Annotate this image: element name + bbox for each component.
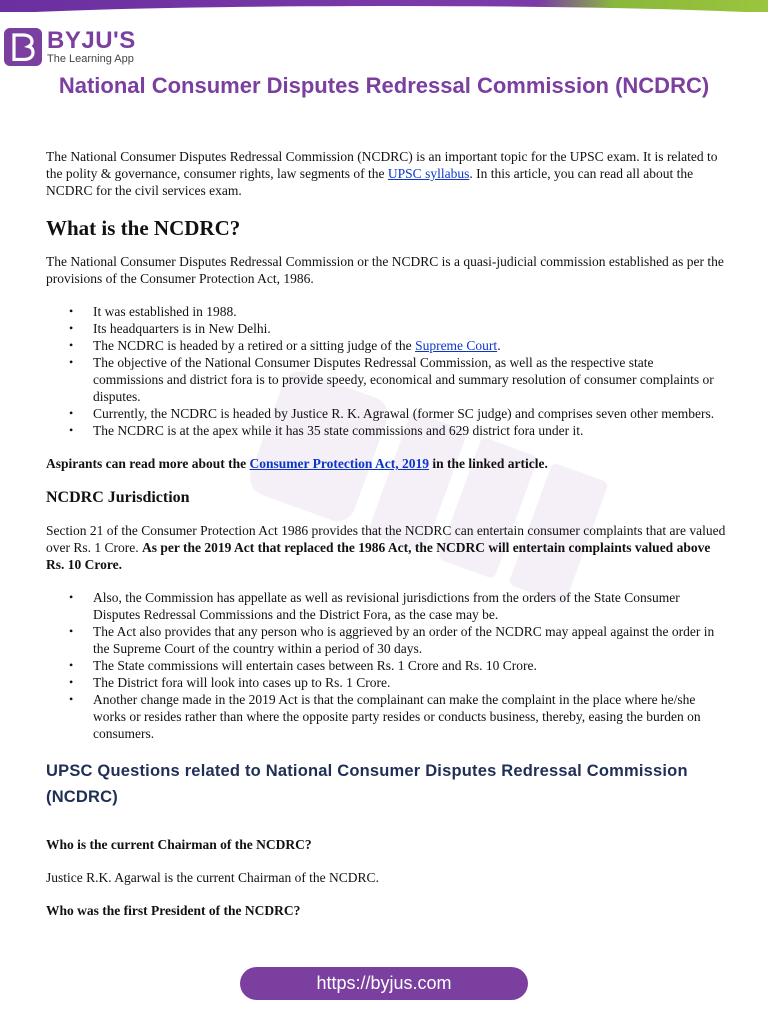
upsc-questions-heading: UPSC Questions related to National Consumer Disputes Redressal Commission (NCDRC): [46, 762, 688, 806]
footer-url-button[interactable]: https://byjus.com: [240, 967, 528, 1000]
byjus-logo: [4, 28, 136, 66]
list-item: • The District fora will look into cases up to Rs. 1 Crore.: [46, 674, 726, 691]
jurisdiction-bullet-list: [46, 589, 726, 742]
list-item: • The NCDRC is at the apex while it has 35 state commissions and 629 district fora under it.: [46, 422, 726, 439]
aspirants-text: Aspirants can read more about the: [46, 456, 250, 471]
jurisdiction-text: Section 21 of the Consumer Protection Act 1986 provides that the NCDRC can entertain consumer complaints that are valued over Rs. 1 Crore.: [46, 523, 726, 555]
upsc-syllabus-link[interactable]: UPSC syllabus: [387, 166, 470, 181]
list-item: • Another change made in the 2019 Act is that the complainant can make the complaint in the place where he/she works or resides rather than where the opposite party resides or conducts business, thereby, easing the burden on consumers.: [46, 691, 726, 742]
section1-bullet-list: [46, 303, 726, 439]
supreme-court-link[interactable]: Supreme Court: [415, 338, 498, 353]
section-heading-what-is: What is the NCDRC?: [46, 216, 241, 240]
byjus-logo-icon: [4, 28, 42, 66]
list-item: • Its headquarters is in New Delhi.: [46, 320, 726, 337]
section1-paragraph: The National Consumer Disputes Redressal Commission or the NCDRC is a quasi-judicial commission established as per the provisions of the Consumer Protection Act, 1986.: [46, 254, 724, 286]
page-title: National Consumer Disputes Redressal Commission (NCDRC): [58, 73, 710, 98]
list-item: [46, 337, 726, 354]
intro-text: The National Consumer Disputes Redressal Commission (NCDRC) is an important topic for the UPSC exam. It is related to the polity & governance, consumer rights, law segments of the: [46, 149, 718, 181]
list-item: • The State commissions will entertain cases between Rs. 1 Crore and Rs. 10 Crore.: [46, 657, 726, 674]
top-decorative-band: [0, 0, 768, 20]
jurisdiction-paragraph: [46, 522, 726, 573]
logo-name: BYJU'S: [47, 27, 136, 54]
logo-tagline: The Learning App: [47, 53, 134, 65]
list-item: • The Act also provides that any person who is aggrieved by an order of the NCDRC may appeal against the order in the Supreme Court of the country within a period of 30 days.: [46, 623, 726, 657]
intro-text-end: . In this article, you can read all about the NCDRC for the civil services exam.: [46, 166, 694, 198]
question: [46, 836, 726, 853]
intro-paragraph: [46, 148, 726, 199]
aspirants-note: [46, 455, 726, 472]
list-item: • Currently, the NCDRC is headed by Justice R. K. Agrawal (former SC judge) and comprises seven other members.: [46, 405, 726, 422]
list-item-text: The NCDRC is headed by a retired or a sitting judge of the: [93, 338, 416, 353]
jurisdiction-bold-text: As per the 2019 Act that replaced the 1986 Act, the NCDRC will entertain complaints valued above Rs. 10 Crore.: [46, 540, 711, 572]
list-item: • The objective of the National Consumer Disputes Redressal Commission, as well as the respective state commissions and district fora is to provide speedy, economical and summary resolution of consumer complaints or disputes.: [46, 354, 726, 405]
answer: Justice R.K. Agarwal is the current Chairman of the NCDRC.: [46, 870, 379, 885]
list-item: • It was established in 1988.: [46, 303, 726, 320]
aspirants-text-end: in the linked article.: [429, 456, 548, 471]
question-text: Who was the first President of the NCDRC?: [46, 903, 301, 918]
list-item: • Also, the Commission has appellate as well as revisional jurisdictions from the orders of the State Consumer Disputes Redressal Commissions and the District Fora, as the case may be.: [46, 589, 726, 623]
question: [46, 902, 726, 919]
section-heading-jurisdiction: NCDRC Jurisdiction: [46, 489, 190, 506]
list-item-text-end: .: [497, 338, 501, 353]
article-body: [46, 148, 726, 935]
consumer-protection-act-link[interactable]: Consumer Protection Act, 2019: [249, 456, 429, 471]
question-text: Who is the current Chairman of the NCDRC?: [46, 837, 312, 852]
